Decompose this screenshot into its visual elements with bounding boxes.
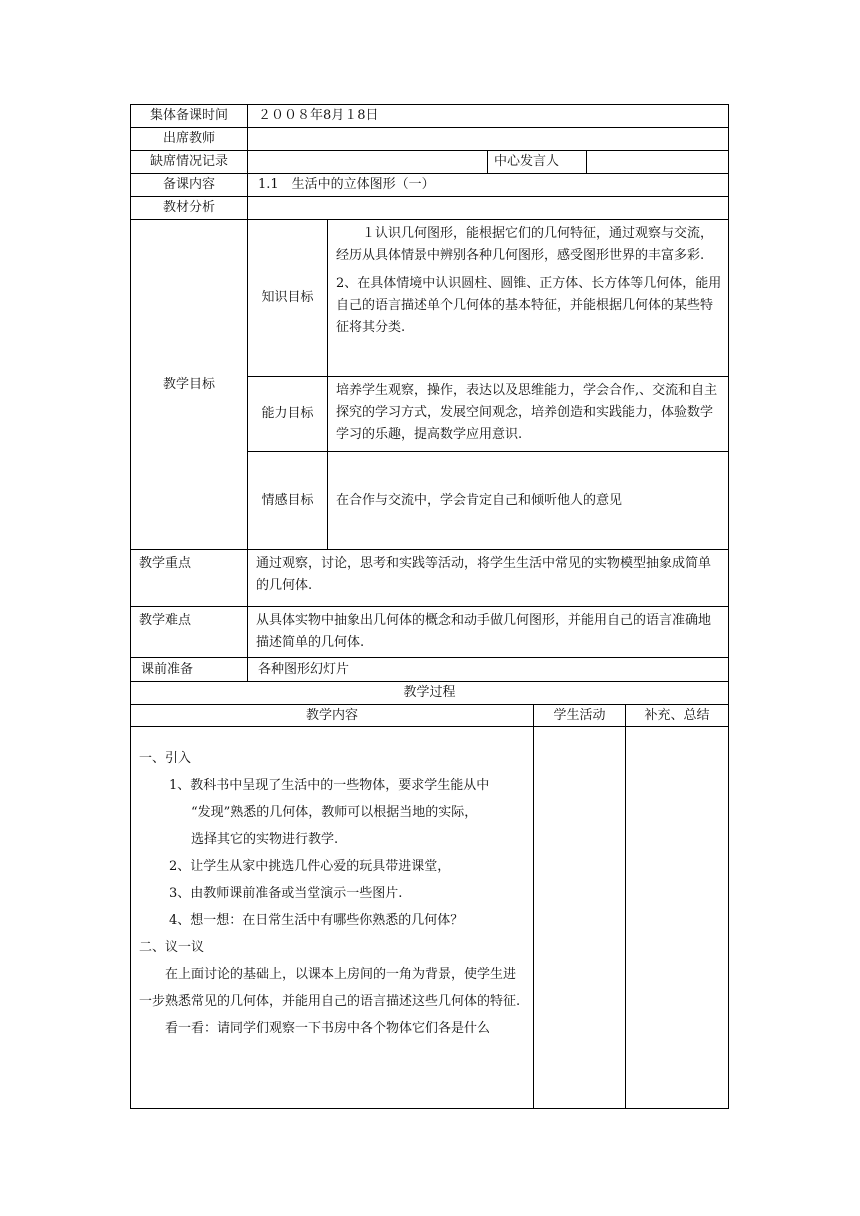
analysis-label: 教材分析: [131, 197, 248, 220]
row-attend: [131, 128, 729, 151]
process-line: 在上面讨论的基础上，以课本上房间的一角为背景，使学生进一步熟悉常见的几何体，并能用自己的语言描述这些几何体的特征.: [139, 967, 521, 1009]
knowledge-label: 知识目标: [248, 220, 328, 377]
process-line: 选择其它的实物进行教学.: [191, 832, 339, 847]
col-summary-header: 补充、总结: [626, 705, 729, 727]
row-date: [131, 105, 729, 128]
process-line: 1、教科书中呈现了生活中的一些物体，要求学生能从中: [169, 778, 490, 793]
speaker-value: [587, 151, 729, 174]
process-title-row: [131, 682, 729, 705]
process-line: 一、引入: [139, 751, 192, 766]
knowledge-goal-2: 2、在具体情境中认识圆柱、圆锥、正方体、长方体等几何体，能用自己的语言描述单个几何体的基本特征，并能根据几何体的某些特征将其分类.: [336, 276, 722, 335]
date-value: ２００８年8月１8日: [248, 105, 729, 128]
goals-label: 教学目标: [131, 220, 248, 550]
process-table: [130, 681, 729, 1109]
row-content: [131, 174, 729, 197]
col-content-header: 教学内容: [131, 705, 534, 727]
process-line: 3、由教师课前准备或当堂演示一些图片.: [169, 886, 403, 901]
attend-label: 出席教师: [131, 128, 248, 151]
process-line: 2、让学生从家中挑选几件心爱的玩具带进课堂，: [169, 859, 451, 874]
preparation-text: 各种图形幻灯片: [248, 658, 729, 682]
row-knowledge: [131, 220, 729, 377]
process-line: 二、议一议: [139, 940, 205, 955]
emotion-label: 情感目标: [248, 452, 328, 550]
row-key-points: [131, 550, 729, 607]
preparation-label: 课前准备: [131, 658, 248, 682]
summary-cell: [626, 727, 729, 1109]
date-label: 集体备课时间: [131, 105, 248, 128]
lesson-plan-table: [130, 104, 729, 682]
content-value: 1.1 生活中的立体图形（一）: [248, 174, 729, 197]
row-absent: [131, 151, 729, 174]
attend-value: [248, 128, 729, 151]
row-analysis: [131, 197, 729, 220]
process-header-row: [131, 705, 729, 727]
process-content: [131, 727, 534, 1109]
process-line: “发现”熟悉的几何体，教师可以根据当地的实际，: [191, 805, 478, 820]
process-title: 教学过程: [131, 682, 729, 705]
analysis-value: [248, 197, 729, 220]
difficulties-text: 从具体实物中抽象出几何体的概念和动手做几何图形，并能用自己的语言准确地描述简单的几何体.: [248, 607, 729, 658]
ability-goal: 培养学生观察，操作，表达以及思维能力，学会合作,、交流和自主探究的学习方式，发展空间观念，培养创造和实践能力，体验数学学习的乐趣，提高数学应用意识.: [328, 377, 729, 452]
student-activity-cell: [534, 727, 626, 1109]
row-difficulties: [131, 607, 729, 658]
difficulties-label: 教学难点: [131, 607, 248, 658]
speaker-label: 中心发言人: [488, 151, 587, 174]
absent-label: 缺席情况记录: [131, 151, 248, 174]
process-body-row: [131, 727, 729, 1109]
process-line: 看一看：请同学们观察一下书房中各个物体它们各是什么: [165, 1021, 491, 1036]
key-points-text: 通过观察，讨论，思考和实践等活动，将学生生活中常见的实物模型抽象成简单的几何体.: [248, 550, 729, 607]
ability-label: 能力目标: [248, 377, 328, 452]
process-line: 4、想一想：在日常生活中有哪些你熟悉的几何体？: [169, 913, 464, 928]
col-activity-header: 学生活动: [534, 705, 626, 727]
row-preparation: [131, 658, 729, 682]
emotion-goal: 在合作与交流中，学会肯定自己和倾听他人的意见: [328, 452, 729, 550]
knowledge-goal-1: １认识几何图形，能根据它们的几何特征，通过观察与交流，经历从具体情景中辨别各种几何图形，感受图形世界的丰富多彩.: [336, 226, 714, 263]
absent-value: [248, 151, 488, 174]
key-points-label: 教学重点: [131, 550, 248, 607]
content-label: 备课内容: [131, 174, 248, 197]
